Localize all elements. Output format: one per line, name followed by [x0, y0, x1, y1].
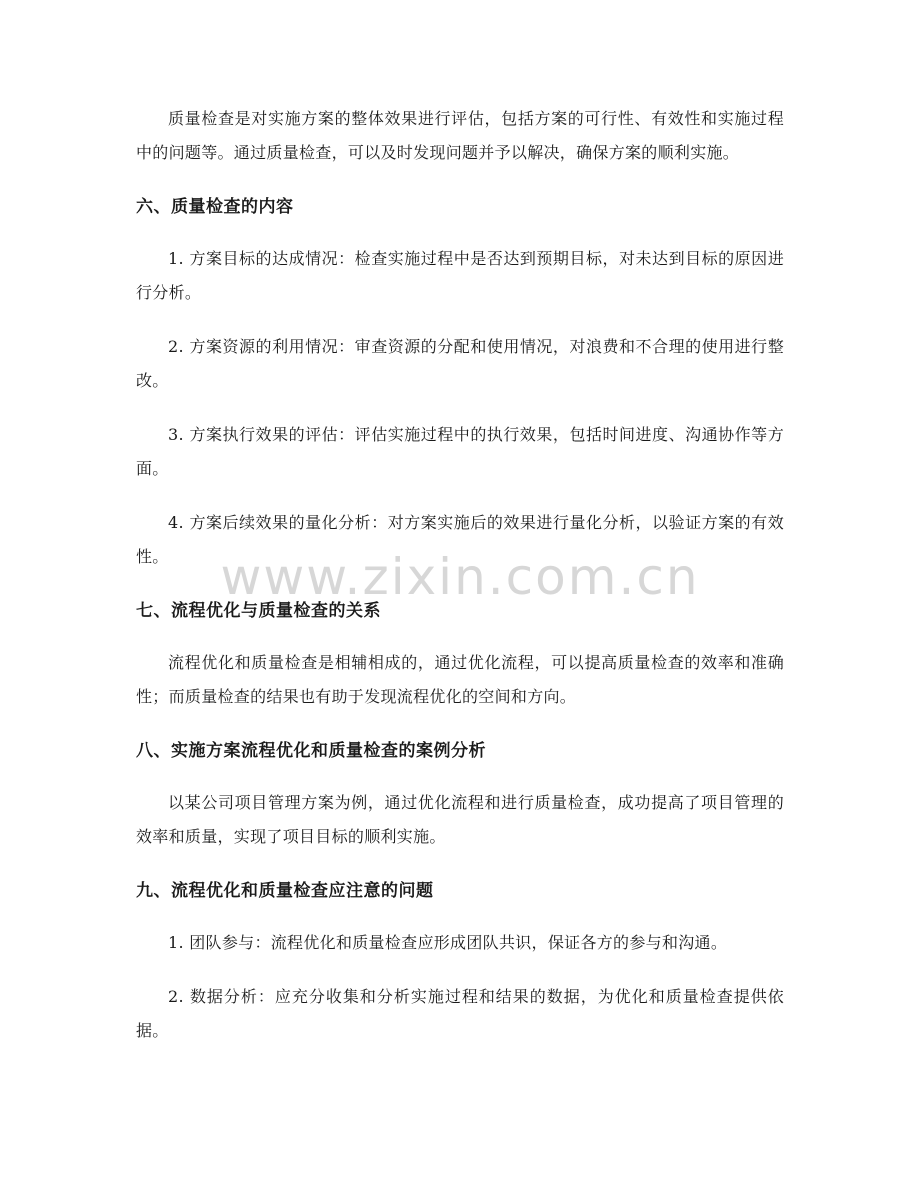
list-item-resource-utilization: 2. 方案资源的利用情况：审查资源的分配和使用情况，对浪费和不合理的使用进行整改。: [136, 337, 784, 390]
watermark-text: www.zixin.com.cn: [220, 548, 700, 606]
section-heading-6: 六、质量检查的内容: [136, 197, 294, 217]
document-body: [136, 102, 784, 1068]
list-item-team-participation: 1. 团队参与：流程优化和质量检查应形成团队共识，保证各方的参与和沟通。: [168, 933, 728, 952]
section-heading-7: 七、流程优化与质量检查的关系: [136, 601, 381, 621]
list-item-quantitative-analysis: 4. 方案后续效果的量化分析：对方案实施后的效果进行量化分析，以验证方案的有效性。: [136, 513, 784, 566]
section-heading-8: 八、实施方案流程优化和质量检查的案例分析: [136, 741, 486, 761]
list-item-execution-evaluation: 3. 方案执行效果的评估：评估实施过程中的执行效果，包括时间进度、沟通协作等方面。: [136, 425, 784, 478]
relationship-paragraph: 流程优化和质量检查是相辅相成的，通过优化流程，可以提高质量检查的效率和准确性；而质量检查的结果也有助于发现流程优化的空间和方向。: [136, 653, 784, 706]
intro-paragraph: 质量检查是对实施方案的整体效果进行评估，包括方案的可行性、有效性和实施过程中的问题等。通过质量检查，可以及时发现问题并予以解决，确保方案的顺利实施。: [136, 109, 784, 162]
section-heading-9: 九、流程优化和质量检查应注意的问题: [136, 881, 434, 901]
case-study-paragraph: 以某公司项目管理方案为例，通过优化流程和进行质量检查，成功提高了项目管理的效率和质量，实现了项目目标的顺利实施。: [136, 793, 784, 846]
list-item-data-analysis: 2. 数据分析：应充分收集和分析实施过程和结果的数据，为优化和质量检查提供依据。: [136, 987, 784, 1040]
list-item-goal-achievement: 1. 方案目标的达成情况：检查实施过程中是否达到预期目标，对未达到目标的原因进行分析。: [136, 249, 784, 302]
